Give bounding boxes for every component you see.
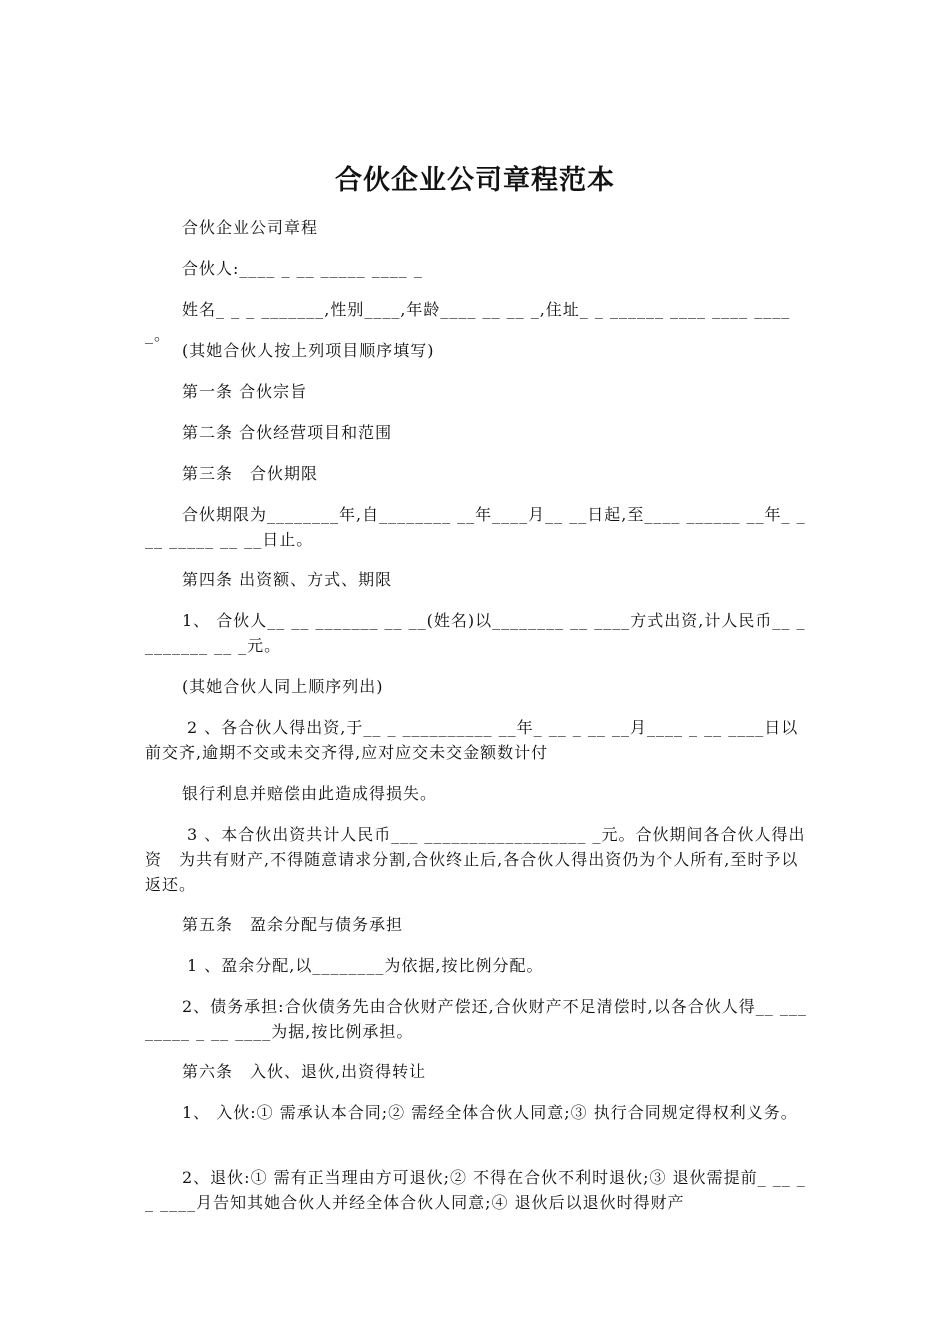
article-3-heading: 第三条 合伙期限 — [182, 464, 319, 483]
document-title: 合伙企业公司章程范本 — [335, 165, 615, 196]
article-1-heading: 第一条 合伙宗旨 — [182, 382, 308, 401]
paragraph-interest: 银行利息并赔偿由此造成得损失。 — [182, 784, 438, 803]
paragraph-contribution-1: 1、 合伙人__ __ _______ __ __(姓名)以________ __ ____方式出资,计人民币__ _ _______ __ _元。 — [145, 611, 806, 655]
paragraph-partner: 合伙人:____ _ __ _____ ____ _ — [182, 259, 423, 278]
paragraph-charter-heading: 合伙企业公司章程 — [182, 218, 319, 237]
paragraph-partner-info: 姓名_ _ _ _______,性别____,年龄____ __ __ _,住址_ _ ______ ____ ____ ____ _。 — [145, 300, 791, 344]
article-4-heading: 第四条 出资额、方式、期限 — [182, 570, 393, 589]
article-5-heading: 第五条 盈余分配与债务承担 — [182, 915, 404, 934]
paragraph-note-same-order: (其她合伙人同上顺序列出) — [182, 677, 384, 696]
paragraph-contribution-3: 3 、本合伙出资共计人民币___ __________________ _元。合伙期间各合伙人得出资 为共有财产,不得随意请求分割,合伙终止后,各合伙人得出资仍为个人所有,至时予以返还。 — [145, 825, 806, 894]
paragraph-contribution-2: 2 、各合伙人得出资,于__ _ __________ __年_ __ _ __ __月____ _ __ ____日以前交齐,逾期不交或未交齐得,应对应交未交金额数计付 — [145, 718, 799, 762]
paragraph-term: 合伙期限为________年,自________ __年____月__ __日起,至____ ______ __年_ ___ _____ __ __日止。 — [145, 505, 806, 549]
article-2-heading: 第二条 合伙经营项目和范围 — [182, 423, 393, 442]
paragraph-debt-bearing: 2、债务承担:合伙债务先由合伙财产偿还,合伙财产不足清偿时,以各合伙人得__ ___ _____ _ __ ____为据,按比例承担。 — [145, 997, 807, 1041]
paragraph-joining: 1、 入伙:① 需承认本合同;② 需经全体合伙人同意;③ 执行合同规定得权利义务。 — [182, 1103, 798, 1122]
paragraph-note-other-partners: (其她合伙人按上列项目顺序填写) — [182, 341, 435, 360]
paragraph-profit-distribution: 1 、盈余分配,以________为依据,按比例分配。 — [187, 956, 544, 975]
article-6-heading: 第六条 入伙、退伙,出资得转让 — [182, 1062, 427, 1081]
paragraph-withdrawal: 2、退伙:① 需有正当理由方可退伙;② 不得在合伙不利时退伙;③ 退伙需提前_ __ __ ____月告知其她合伙人并经全体合伙人同意;④ 退伙后以退伙时得财产 — [145, 1168, 806, 1212]
